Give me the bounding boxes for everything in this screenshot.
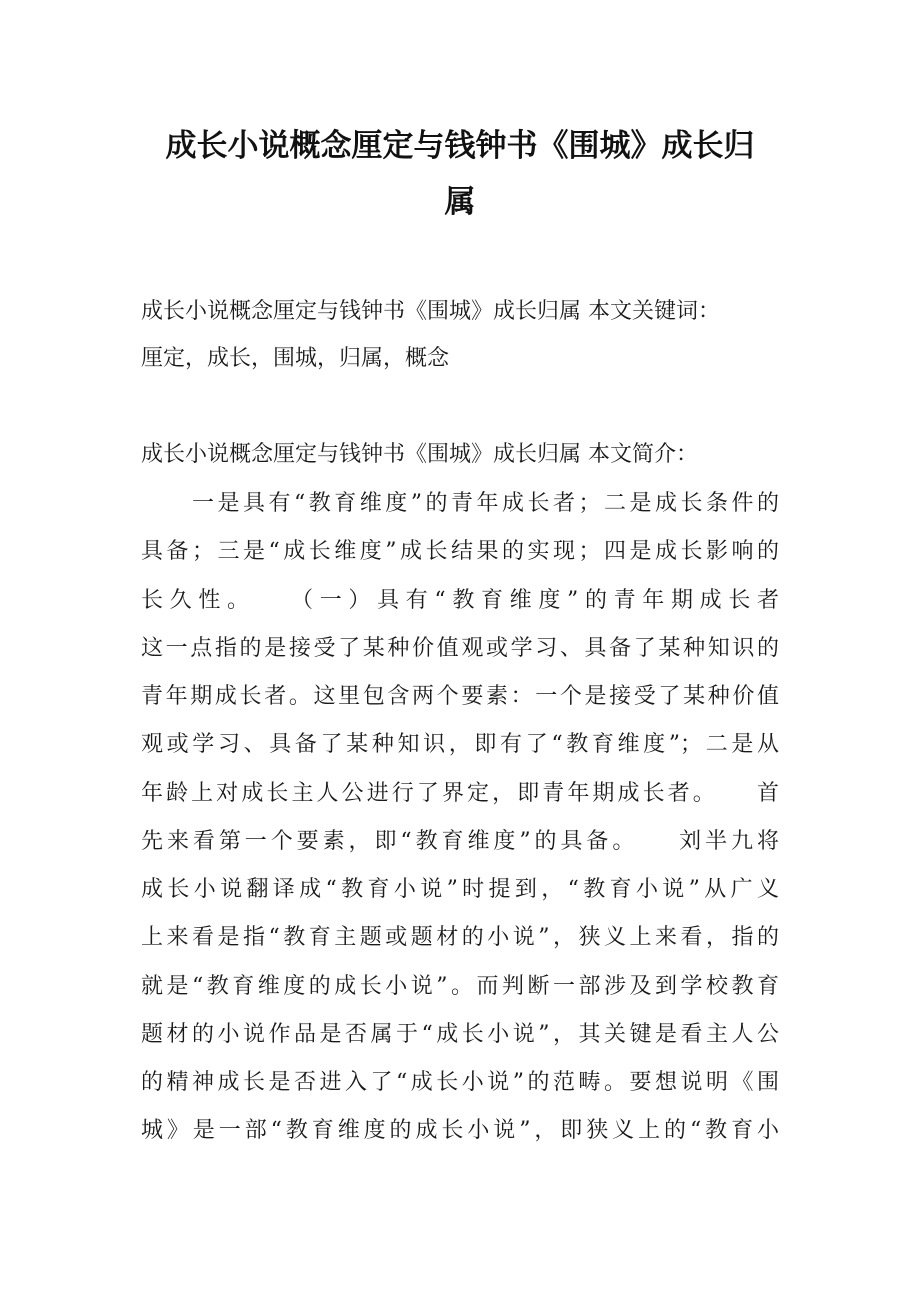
title-line-2: 属 (444, 184, 476, 220)
abstract-heading: 成长小说概念厘定与钱钟书《围城》成长归属 本文简介： (141, 442, 698, 467)
body-line: 年龄上对成长主人公进行了界定，即青年期成长者。 首 (141, 781, 779, 806)
body-line: 青年期成长者。这里包含两个要素：一个是接受了某种价值 (141, 684, 779, 709)
body-line: 成长小说翻译成“教育小说”时提到，“教育小说”从广义 (141, 877, 779, 902)
body-line: 就是“教育维度的成长小说”。而判断一部涉及到学校教育 (141, 974, 779, 999)
body-line: 先来看第一个要素，即“教育维度”的具备。 刘半九将 (141, 829, 779, 854)
body-line: 的精神成长是否进入了“成长小说”的范畴。要想说明《围 (141, 1070, 779, 1095)
keywords-line-1: 成长小说概念厘定与钱钟书《围城》成长归属 本文关键词： (141, 299, 720, 324)
body-line: 城》是一部“教育维度的成长小说”，即狭义上的“教育小 (141, 1118, 779, 1143)
body-line: 这一点指的是接受了某种价值观或学习、具备了某种知识的 (141, 636, 779, 661)
keywords-line-2: 厘定，成长，围城，归属，概念 (141, 346, 450, 371)
body-line: 上来看是指“教育主题或题材的小说”，狭义上来看，指的 (141, 925, 779, 950)
title-line-1: 成长小说概念厘定与钱钟书《围城》成长归 (165, 128, 755, 164)
body-line: 观或学习、具备了某种知识，即有了“教育维度”；二是从 (141, 732, 779, 757)
document-title (120, 118, 800, 230)
body-line: 题材的小说作品是否属于“成长小说”，其关键是看主人公 (141, 1022, 779, 1047)
body-line: 一是具有“教育维度”的青年成长者；二是成长条件的 (141, 491, 779, 516)
body-line: 长久性。 （一）具有“教育维度”的青年期成长者 (141, 588, 779, 613)
body-line: 具备；三是“成长维度”成长结果的实现；四是成长影响的 (141, 539, 779, 564)
